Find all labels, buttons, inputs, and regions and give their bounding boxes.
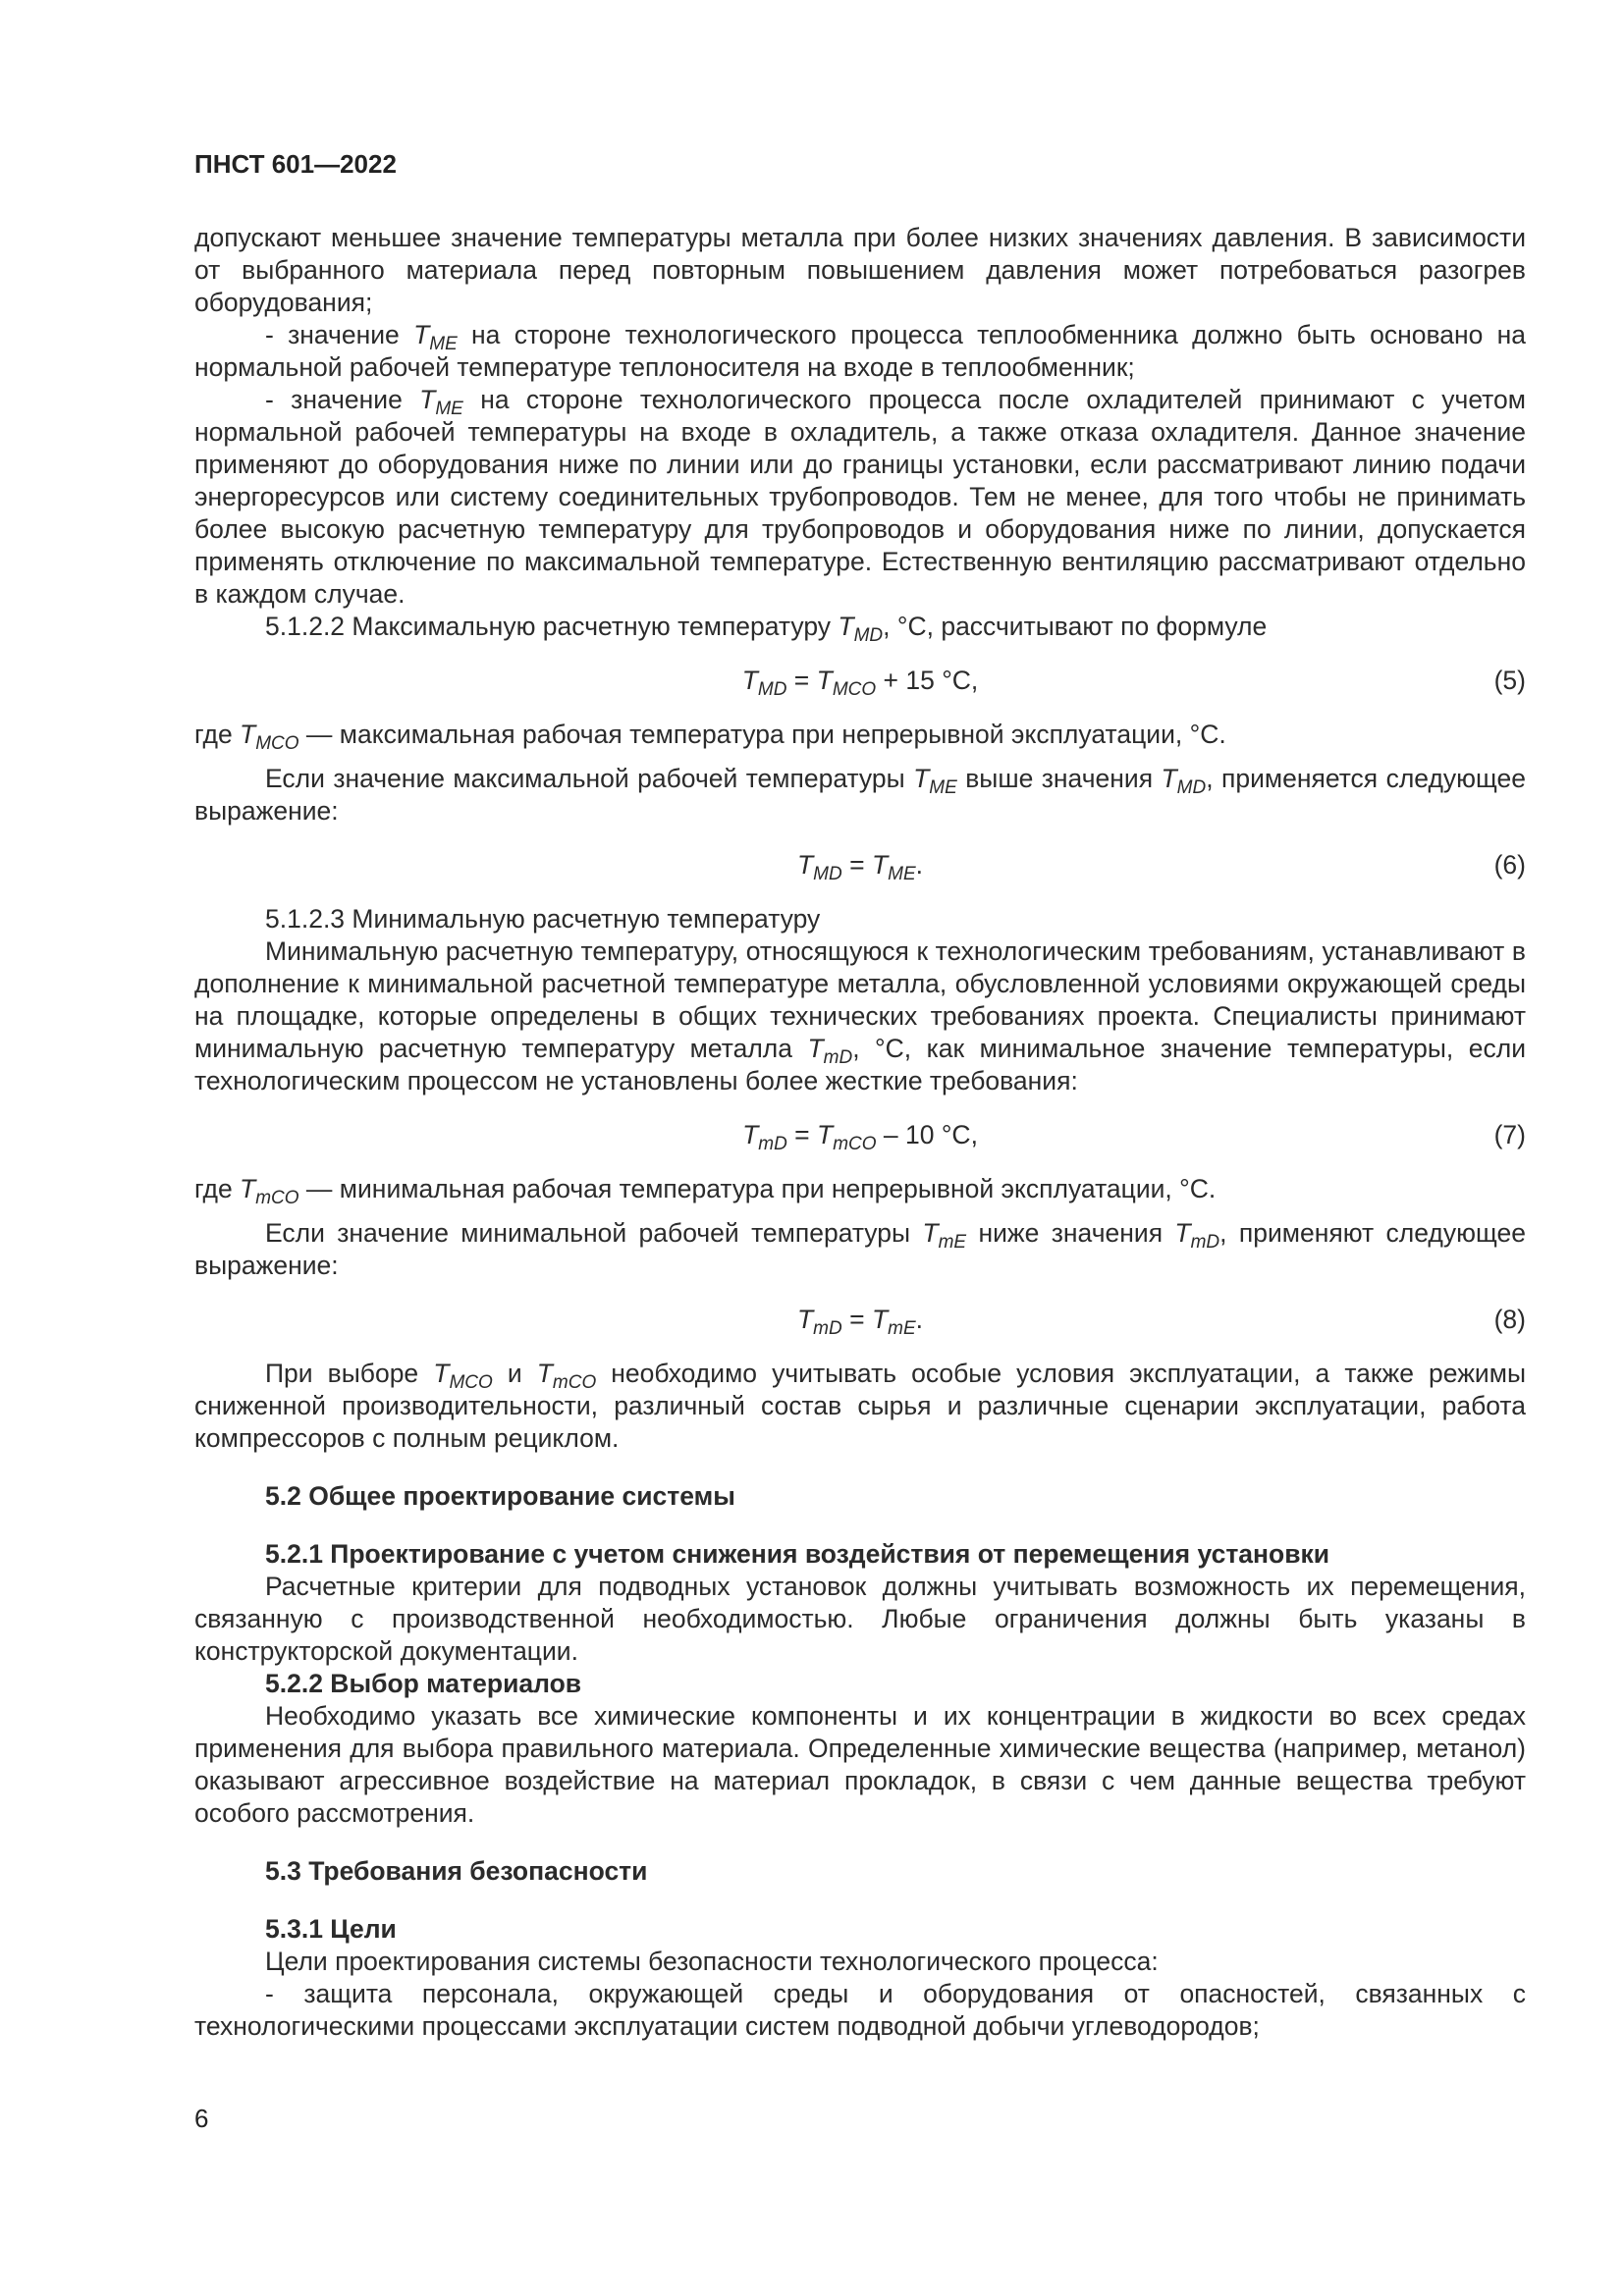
document-header: ПНСТ 601—2022 [194, 149, 397, 179]
heading-5-2: 5.2 Общее проектирование системы [265, 1481, 735, 1511]
paragraph-5-3-1: Цели проектирования системы безопасности технологического процесса: [265, 1947, 1159, 1976]
paragraph-continuation: допускают меньшее значение температуры металла при более низких значениях давления. В зависимости от выбранного материала перед повторным повышением давления может потребоваться разогрев оборудования; [194, 223, 1526, 317]
where-definition-tmco-min: где $T_{mCO}$ — минимальная рабочая температура при непрерывной эксплуатации, °C. [194, 1174, 1217, 1208]
paragraph-5-2-1: Расчетные критерии для подводных установок должны учитывать возможность их перемещения, связанную с производственной необходимостью. Любые ограничения должны быть указаны в конструкторской документации. [194, 1572, 1526, 1666]
formula-5: $T_{MD} = T_{MCO} + 15$ °C, (5) [741, 666, 1526, 700]
if-min-temperature: Если значение минимальной рабочей температуры $T_{mE}$ ниже значения $T_{mD}$, применяют следующее выражение: [194, 1218, 1526, 1280]
formula-7: $T_{mD} = T_{mCO} - 10$ °C, (7) [742, 1120, 1526, 1154]
formula-number: (5) [1493, 666, 1526, 695]
where-definition-tmco: где $T_{MCO}$ — максимальная рабочая температура при непрерывной эксплуатации, °C. [194, 720, 1226, 754]
formula-6: $T_{MD} = T_{ME}$. (6) [796, 850, 1526, 884]
paragraph-5-2-2: Необходимо указать все химические компоненты и их концентрации в жидкости во всех средах применения для выбора правильного материала. Определенные химические вещества (например, метанол) оказывают агрессивное воздействие на материал прокладок, в связи с чем данные вещества требуют особого рассмотрения. [194, 1701, 1526, 1828]
section-5-1-2-3-body: Минимальную расчетную температуру, относящуюся к технологическим требованиям, устанавливают в дополнение к минимальной расчетной температуре металла, обусловленной условиями окружающей среды на площадке, которые определены в общих технических требованиях проекта. Специалисты принимают минимальную расчетную температуру металла $T_{mD}$, °C, как минимальное значение температуры, если технологическим процессом не установлены более жесткие требования: [194, 936, 1526, 1095]
heading-5-3-1: 5.3.1 Цели [265, 1914, 397, 1944]
heading-5-3: 5.3 Требования безопасности [265, 1856, 648, 1886]
section-5-1-2-3-title: 5.1.2.3 Минимальную расчетную температуру [265, 904, 821, 934]
bullet-tme-coolers: - значение $T_{ME}$ на стороне технологического процесса после охладителей принимают с учетом нормальной рабочей температуры на входе в охладитель, а также отказа охладителя. Данное значение применяют до оборудования ниже по линии или до границы установки, если рассматривают линию подачи энергоресурсов или систему соединительных трубопроводов. Тем не менее, для того чтобы не принимать более высокую расчетную температуру для трубопроводов и оборудования ниже по линии, допускается применять отключение по максимальной температуре. Естественную вентиляцию рассматривают отдельно в каждом случае. [194, 385, 1526, 609]
page-number: 6 [194, 2104, 209, 2133]
formula-number: (6) [1493, 850, 1526, 880]
section-5-1-2-2: 5.1.2.2 Максимальную расчетную температуру $T_{MD}$, °C, рассчитывают по формуле [265, 612, 1268, 646]
page-content [194, 222, 1526, 2043]
bullet-5-3-1-protection: - защита персонала, окружающей среды и оборудования от опасностей, связанных с технологическими процессами эксплуатации систем подводной добычи углеводородов; [194, 1979, 1526, 2041]
formula-8: $T_{mD} = T_{mE}$. (8) [796, 1305, 1526, 1339]
selection-paragraph: При выборе $T_{MCO}$ и $T_{mCO}$ необходимо учитывать особые условия эксплуатации, а также режимы сниженной производительности, различный состав сырья и различные сценарии эксплуатации, работа компрессоров с полным рециклом. [194, 1359, 1526, 1453]
heading-5-2-2: 5.2.2 Выбор материалов [265, 1669, 582, 1698]
bullet-tme-heat-exchanger: - значение $T_{ME}$ на стороне технологического процесса теплообменника должно быть основано на нормальной рабочей температуре теплоносителя на входе в теплообменник; [194, 320, 1526, 382]
if-max-temperature: Если значение максимальной рабочей температуры $T_{ME}$ выше значения $T_{MD}$, применяется следующее выражение: [194, 764, 1527, 826]
formula-number: (7) [1493, 1120, 1526, 1149]
heading-5-2-1: 5.2.1 Проектирование с учетом снижения воздействия от перемещения установки [265, 1539, 1330, 1569]
formula-number: (8) [1493, 1305, 1526, 1334]
